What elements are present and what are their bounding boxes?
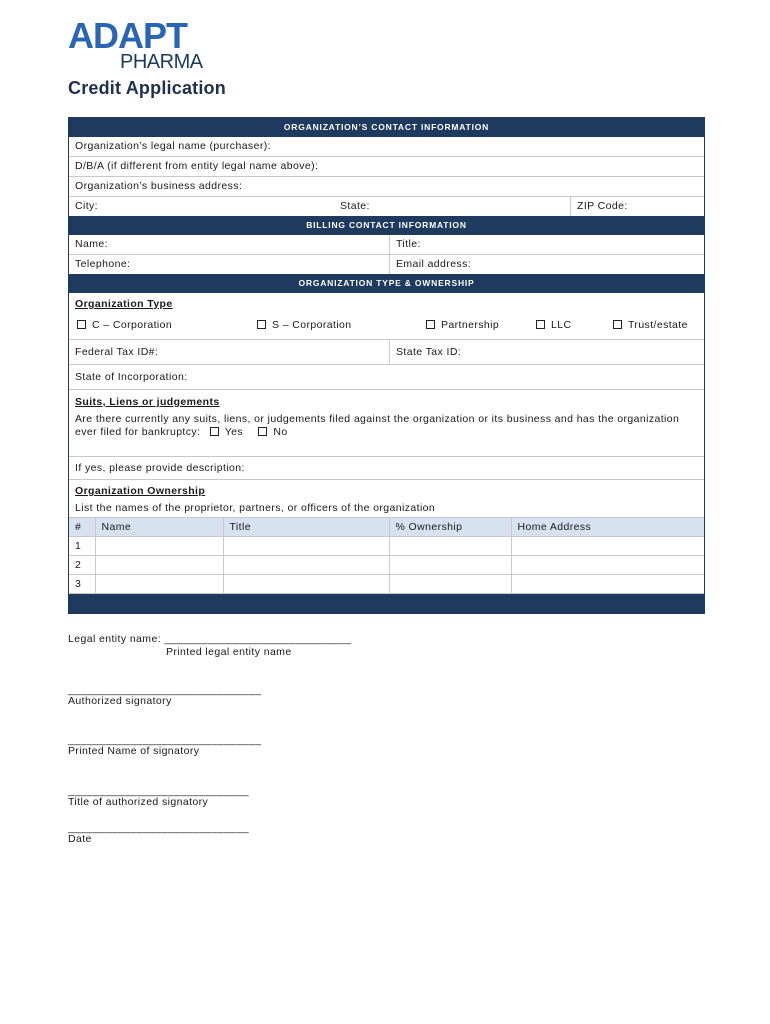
row-number: 1 [69,537,95,556]
table-row [69,537,704,556]
description-row[interactable] [69,456,704,479]
signatory-title-caption: Title of authorized signatory [68,796,209,808]
address-row[interactable] [69,176,704,196]
signatory-title-line[interactable]: _____________________________ [68,785,249,797]
city-state-zip-row [69,196,704,216]
name-cell[interactable] [95,537,223,556]
checkbox-icon[interactable] [613,320,622,329]
suits-question-line1: Are there currently any suits, liens, or judgements filed against the organization or its business and has the organization [75,413,680,425]
address-cell[interactable] [511,556,704,575]
option-llc[interactable]: LLC [536,319,571,331]
ownership-cell[interactable] [389,575,511,594]
option-yes[interactable]: Yes [210,426,243,438]
row-number: 2 [69,556,95,575]
title-cell[interactable] [223,575,389,594]
org-type-options [69,317,704,339]
col-name: Name [95,518,223,537]
city-field[interactable]: City: [75,200,98,212]
printed-legal-caption: Printed legal entity name [166,646,292,658]
checkbox-icon[interactable] [77,320,86,329]
option-partnership[interactable]: Partnership [426,319,499,331]
row-number: 3 [69,575,95,594]
state-tax-field[interactable]: State Tax ID: [389,340,704,364]
legal-name-row[interactable] [69,137,704,156]
billing-name-row [69,235,704,254]
contact-section-header: ORGANIZATION’S CONTACT INFORMATION [69,118,704,137]
email-field[interactable]: Email address: [389,255,704,274]
title-cell[interactable] [223,537,389,556]
authorized-signatory-caption: Authorized signatory [68,695,172,707]
ownership-cell[interactable] [389,537,511,556]
ownership-table [69,517,704,594]
table-row [69,556,704,575]
billing-phone-row [69,254,704,274]
ownership-table-header [69,518,704,537]
address-label: Organization’s business address: [75,180,243,192]
ownership-cell[interactable] [389,556,511,575]
logo-top-text: ADAPT [68,16,187,56]
billing-section-header: BILLING CONTACT INFORMATION [69,216,704,235]
address-cell[interactable] [511,575,704,594]
authorized-signatory-line[interactable]: _______________________________ [68,684,262,696]
name-cell[interactable] [95,556,223,575]
dba-row[interactable] [69,156,704,176]
checkbox-icon[interactable] [536,320,545,329]
federal-tax-field[interactable]: Federal Tax ID#: [75,346,159,358]
billing-name-field[interactable]: Name: [75,238,108,250]
name-cell[interactable] [95,575,223,594]
suits-heading: Suits, Liens or judgements [75,396,220,408]
col-title: Title [223,518,389,537]
col-number: # [69,518,95,537]
org-section-header: ORGANIZATION TYPE & OWNERSHIP [69,274,704,293]
adapt-pharma-logo [68,16,220,72]
printed-name-line[interactable]: _______________________________ [68,734,262,746]
checkbox-icon[interactable] [426,320,435,329]
telephone-field[interactable]: Telephone: [75,258,131,270]
credit-application-form [68,117,705,614]
incorporation-row[interactable] [69,364,704,389]
logo-bottom-text: PHARMA [120,51,203,72]
checkbox-icon[interactable] [258,427,267,436]
ownership-instructions: List the names of the proprietor, partners, or officers of the organization [75,502,436,514]
option-trust[interactable]: Trust/estate [613,319,688,331]
org-type-heading: Organization Type [75,298,173,310]
checkbox-icon[interactable] [257,320,266,329]
incorporation-label: State of Incorporation: [75,371,188,383]
legal-name-label: Organization’s legal name (purchaser): [75,140,271,152]
date-line[interactable]: _____________________________ [68,822,249,834]
table-row [69,575,704,594]
col-ownership: % Ownership [389,518,511,537]
printed-name-caption: Printed Name of signatory [68,745,200,757]
legal-entity-name-line[interactable]: Legal entity name: ______________________________ [68,633,352,645]
ownership-heading: Organization Ownership [75,485,206,497]
dba-label: D/B/A (if different from entity legal name above): [75,160,319,172]
zip-field[interactable]: ZIP Code: [570,197,704,216]
address-cell[interactable] [511,537,704,556]
ownership-block [69,479,704,517]
state-field[interactable]: State: [340,200,370,212]
option-c-corp[interactable]: C – Corporation [77,319,172,331]
suits-question-text: ever filed for bankruptcy: [75,426,201,438]
col-home-address: Home Address [511,518,704,537]
tax-id-row [69,339,704,364]
org-type-block [69,293,704,317]
checkbox-icon[interactable] [210,427,219,436]
title-cell[interactable] [223,556,389,575]
option-s-corp[interactable]: S – Corporation [257,319,352,331]
date-caption: Date [68,833,92,845]
form-footer-bar [69,594,704,613]
suits-block [69,389,704,456]
suits-question-line2 [69,426,288,438]
billing-title-field[interactable]: Title: [389,235,704,254]
option-no[interactable]: No [258,426,287,438]
description-label: If yes, please provide description: [75,462,245,474]
page-title: Credit Application [68,78,226,98]
